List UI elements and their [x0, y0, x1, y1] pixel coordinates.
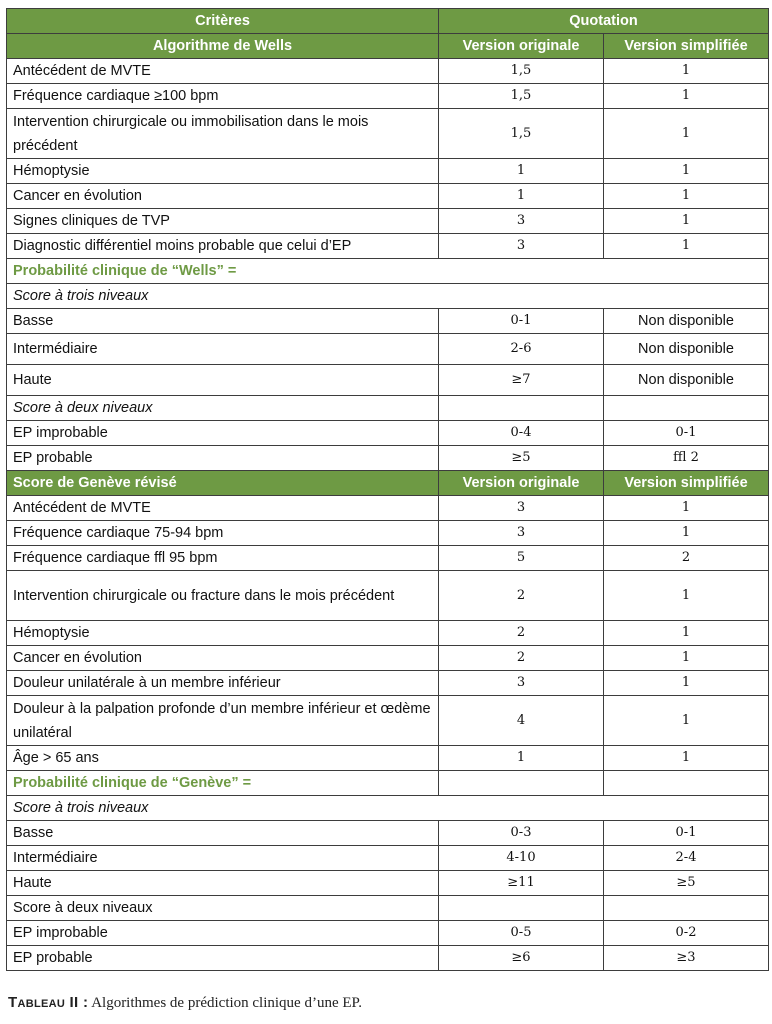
row-simp: 1: [604, 234, 769, 259]
row-orig: 1: [439, 159, 604, 184]
wells-version-originale: Version originale: [439, 34, 604, 59]
row-simp: Non disponible: [604, 334, 769, 365]
wells-two-levels-row: [7, 396, 769, 421]
table-row: [7, 546, 769, 571]
row-simp: 1: [604, 109, 769, 159]
wells-two-levels-label: Score à deux niveaux: [7, 396, 439, 421]
geneve-two-levels-label: Score à deux niveaux: [7, 896, 439, 921]
row-simp: 0-1: [604, 821, 769, 846]
row-orig: 3: [439, 496, 604, 521]
row-orig: 1,5: [439, 109, 604, 159]
row-label: EP probable: [7, 946, 439, 971]
row-orig: 0-3: [439, 821, 604, 846]
table-row: [7, 571, 769, 621]
row-label: Douleur unilatérale à un membre inférieur: [7, 671, 439, 696]
caption-label: Tableau II :: [8, 994, 89, 1011]
geneve-version-originale: Version originale: [439, 471, 604, 496]
row-simp: 1: [604, 746, 769, 771]
row-orig: 1: [439, 184, 604, 209]
row-orig: 5: [439, 546, 604, 571]
row-label: EP improbable: [7, 921, 439, 946]
caption-text: Algorithmes de prédiction clinique d’une EP.: [88, 995, 362, 1011]
row-label: EP improbable: [7, 421, 439, 446]
row-simp: 0-1: [604, 421, 769, 446]
wells-prob-title-row: [7, 259, 769, 284]
table-row: [7, 334, 769, 365]
wells-three-levels-row: [7, 284, 769, 309]
table-row: [7, 496, 769, 521]
table-row: [7, 84, 769, 109]
row-orig: 3: [439, 234, 604, 259]
row-orig: 0-5: [439, 921, 604, 946]
row-orig: 3: [439, 671, 604, 696]
table-row: [7, 921, 769, 946]
table-row: [7, 421, 769, 446]
row-simp: 2-4: [604, 846, 769, 871]
empty-cell: [604, 396, 769, 421]
row-orig: 4-10: [439, 846, 604, 871]
header-quotation: Quotation: [439, 9, 769, 34]
row-orig: 4: [439, 696, 604, 746]
row-orig: 0-4: [439, 421, 604, 446]
table-row: [7, 871, 769, 896]
row-simp: ≥3: [604, 946, 769, 971]
wells-three-levels-label: Score à trois niveaux: [7, 284, 769, 309]
row-simp: 1: [604, 571, 769, 621]
empty-cell: [604, 771, 769, 796]
row-label: Diagnostic différentiel moins probable que celui d’EP: [7, 234, 439, 259]
row-label: Fréquence cardiaque ≥100 bpm: [7, 84, 439, 109]
row-simp: 1: [604, 671, 769, 696]
geneve-three-levels-label: Score à trois niveaux: [7, 796, 769, 821]
wells-header-row: [7, 34, 769, 59]
row-simp: 1: [604, 84, 769, 109]
row-orig: 1: [439, 746, 604, 771]
row-simp: 1: [604, 521, 769, 546]
wells-prob-title: Probabilité clinique de “Wells” =: [7, 259, 769, 284]
row-orig: 1,5: [439, 59, 604, 84]
table-row: [7, 846, 769, 871]
row-simp: 1: [604, 696, 769, 746]
table-row: [7, 209, 769, 234]
row-simp: Non disponible: [604, 309, 769, 334]
row-label: Basse: [7, 821, 439, 846]
row-orig: ≥6: [439, 946, 604, 971]
geneve-header-row: [7, 471, 769, 496]
row-label: Hémoptysie: [7, 159, 439, 184]
geneve-two-levels-row: [7, 896, 769, 921]
row-simp: 0-2: [604, 921, 769, 946]
row-simp: 1: [604, 621, 769, 646]
row-label: Fréquence cardiaque 75-94 bpm: [7, 521, 439, 546]
row-simp: 1: [604, 159, 769, 184]
header-row: [7, 9, 769, 34]
row-label: Cancer en évolution: [7, 184, 439, 209]
wells-title: Algorithme de Wells: [7, 34, 439, 59]
table-row: [7, 821, 769, 846]
row-orig: 2-6: [439, 334, 604, 365]
row-simp: 1: [604, 59, 769, 84]
table-row: [7, 59, 769, 84]
row-simp: 2: [604, 546, 769, 571]
row-simp: 1: [604, 496, 769, 521]
row-simp: ≥5: [604, 871, 769, 896]
row-label: Âge > 65 ans: [7, 746, 439, 771]
geneve-version-simplifiee: Version simplifiée: [604, 471, 769, 496]
table-row: [7, 234, 769, 259]
table-row: [7, 671, 769, 696]
wells-version-simplifiee: Version simplifiée: [604, 34, 769, 59]
row-label: Intervention chirurgicale ou fracture dans le mois précédent: [7, 571, 439, 621]
row-orig: 2: [439, 621, 604, 646]
row-label: Fréquence cardiaque ffl 95 bpm: [7, 546, 439, 571]
row-orig: 0-1: [439, 309, 604, 334]
row-label: Intermédiaire: [7, 846, 439, 871]
row-label: Hémoptysie: [7, 621, 439, 646]
row-label: Antécédent de MVTE: [7, 496, 439, 521]
geneve-prob-title: Probabilité clinique de “Genève” =: [7, 771, 439, 796]
table-row: [7, 646, 769, 671]
row-orig: 2: [439, 571, 604, 621]
row-orig: ≥11: [439, 871, 604, 896]
row-label: EP probable: [7, 446, 439, 471]
table-row: [7, 184, 769, 209]
prediction-table: [6, 8, 769, 971]
row-simp: 1: [604, 184, 769, 209]
empty-cell: [439, 896, 604, 921]
row-label: Haute: [7, 365, 439, 396]
row-simp: ffl 2: [604, 446, 769, 471]
row-label: Intermédiaire: [7, 334, 439, 365]
table-row: [7, 746, 769, 771]
empty-cell: [439, 771, 604, 796]
row-label: Signes cliniques de TVP: [7, 209, 439, 234]
table-row: [7, 621, 769, 646]
geneve-three-levels-row: [7, 796, 769, 821]
table-row: [7, 109, 769, 159]
row-simp: Non disponible: [604, 365, 769, 396]
empty-cell: [604, 896, 769, 921]
table-row: [7, 521, 769, 546]
table-row: [7, 365, 769, 396]
row-orig: 3: [439, 521, 604, 546]
row-label: Haute: [7, 871, 439, 896]
row-orig: 2: [439, 646, 604, 671]
table-row: [7, 446, 769, 471]
row-orig: ≥5: [439, 446, 604, 471]
table-row: [7, 946, 769, 971]
empty-cell: [439, 396, 604, 421]
geneve-prob-title-row: [7, 771, 769, 796]
row-orig: 1,5: [439, 84, 604, 109]
table-caption: [8, 994, 362, 1012]
row-label: Intervention chirurgicale ou immobilisation dans le mois précédent: [7, 109, 439, 159]
row-label: Cancer en évolution: [7, 646, 439, 671]
row-simp: 1: [604, 646, 769, 671]
row-label: Antécédent de MVTE: [7, 59, 439, 84]
table-row: [7, 696, 769, 746]
row-orig: ≥7: [439, 365, 604, 396]
row-orig: 3: [439, 209, 604, 234]
header-criteres: Critères: [7, 9, 439, 34]
table-row: [7, 159, 769, 184]
row-label: Basse: [7, 309, 439, 334]
row-label: Douleur à la palpation profonde d’un membre inférieur et œdème unilatéral: [7, 696, 439, 746]
geneve-title: Score de Genève révisé: [7, 471, 439, 496]
row-simp: 1: [604, 209, 769, 234]
table-row: [7, 309, 769, 334]
